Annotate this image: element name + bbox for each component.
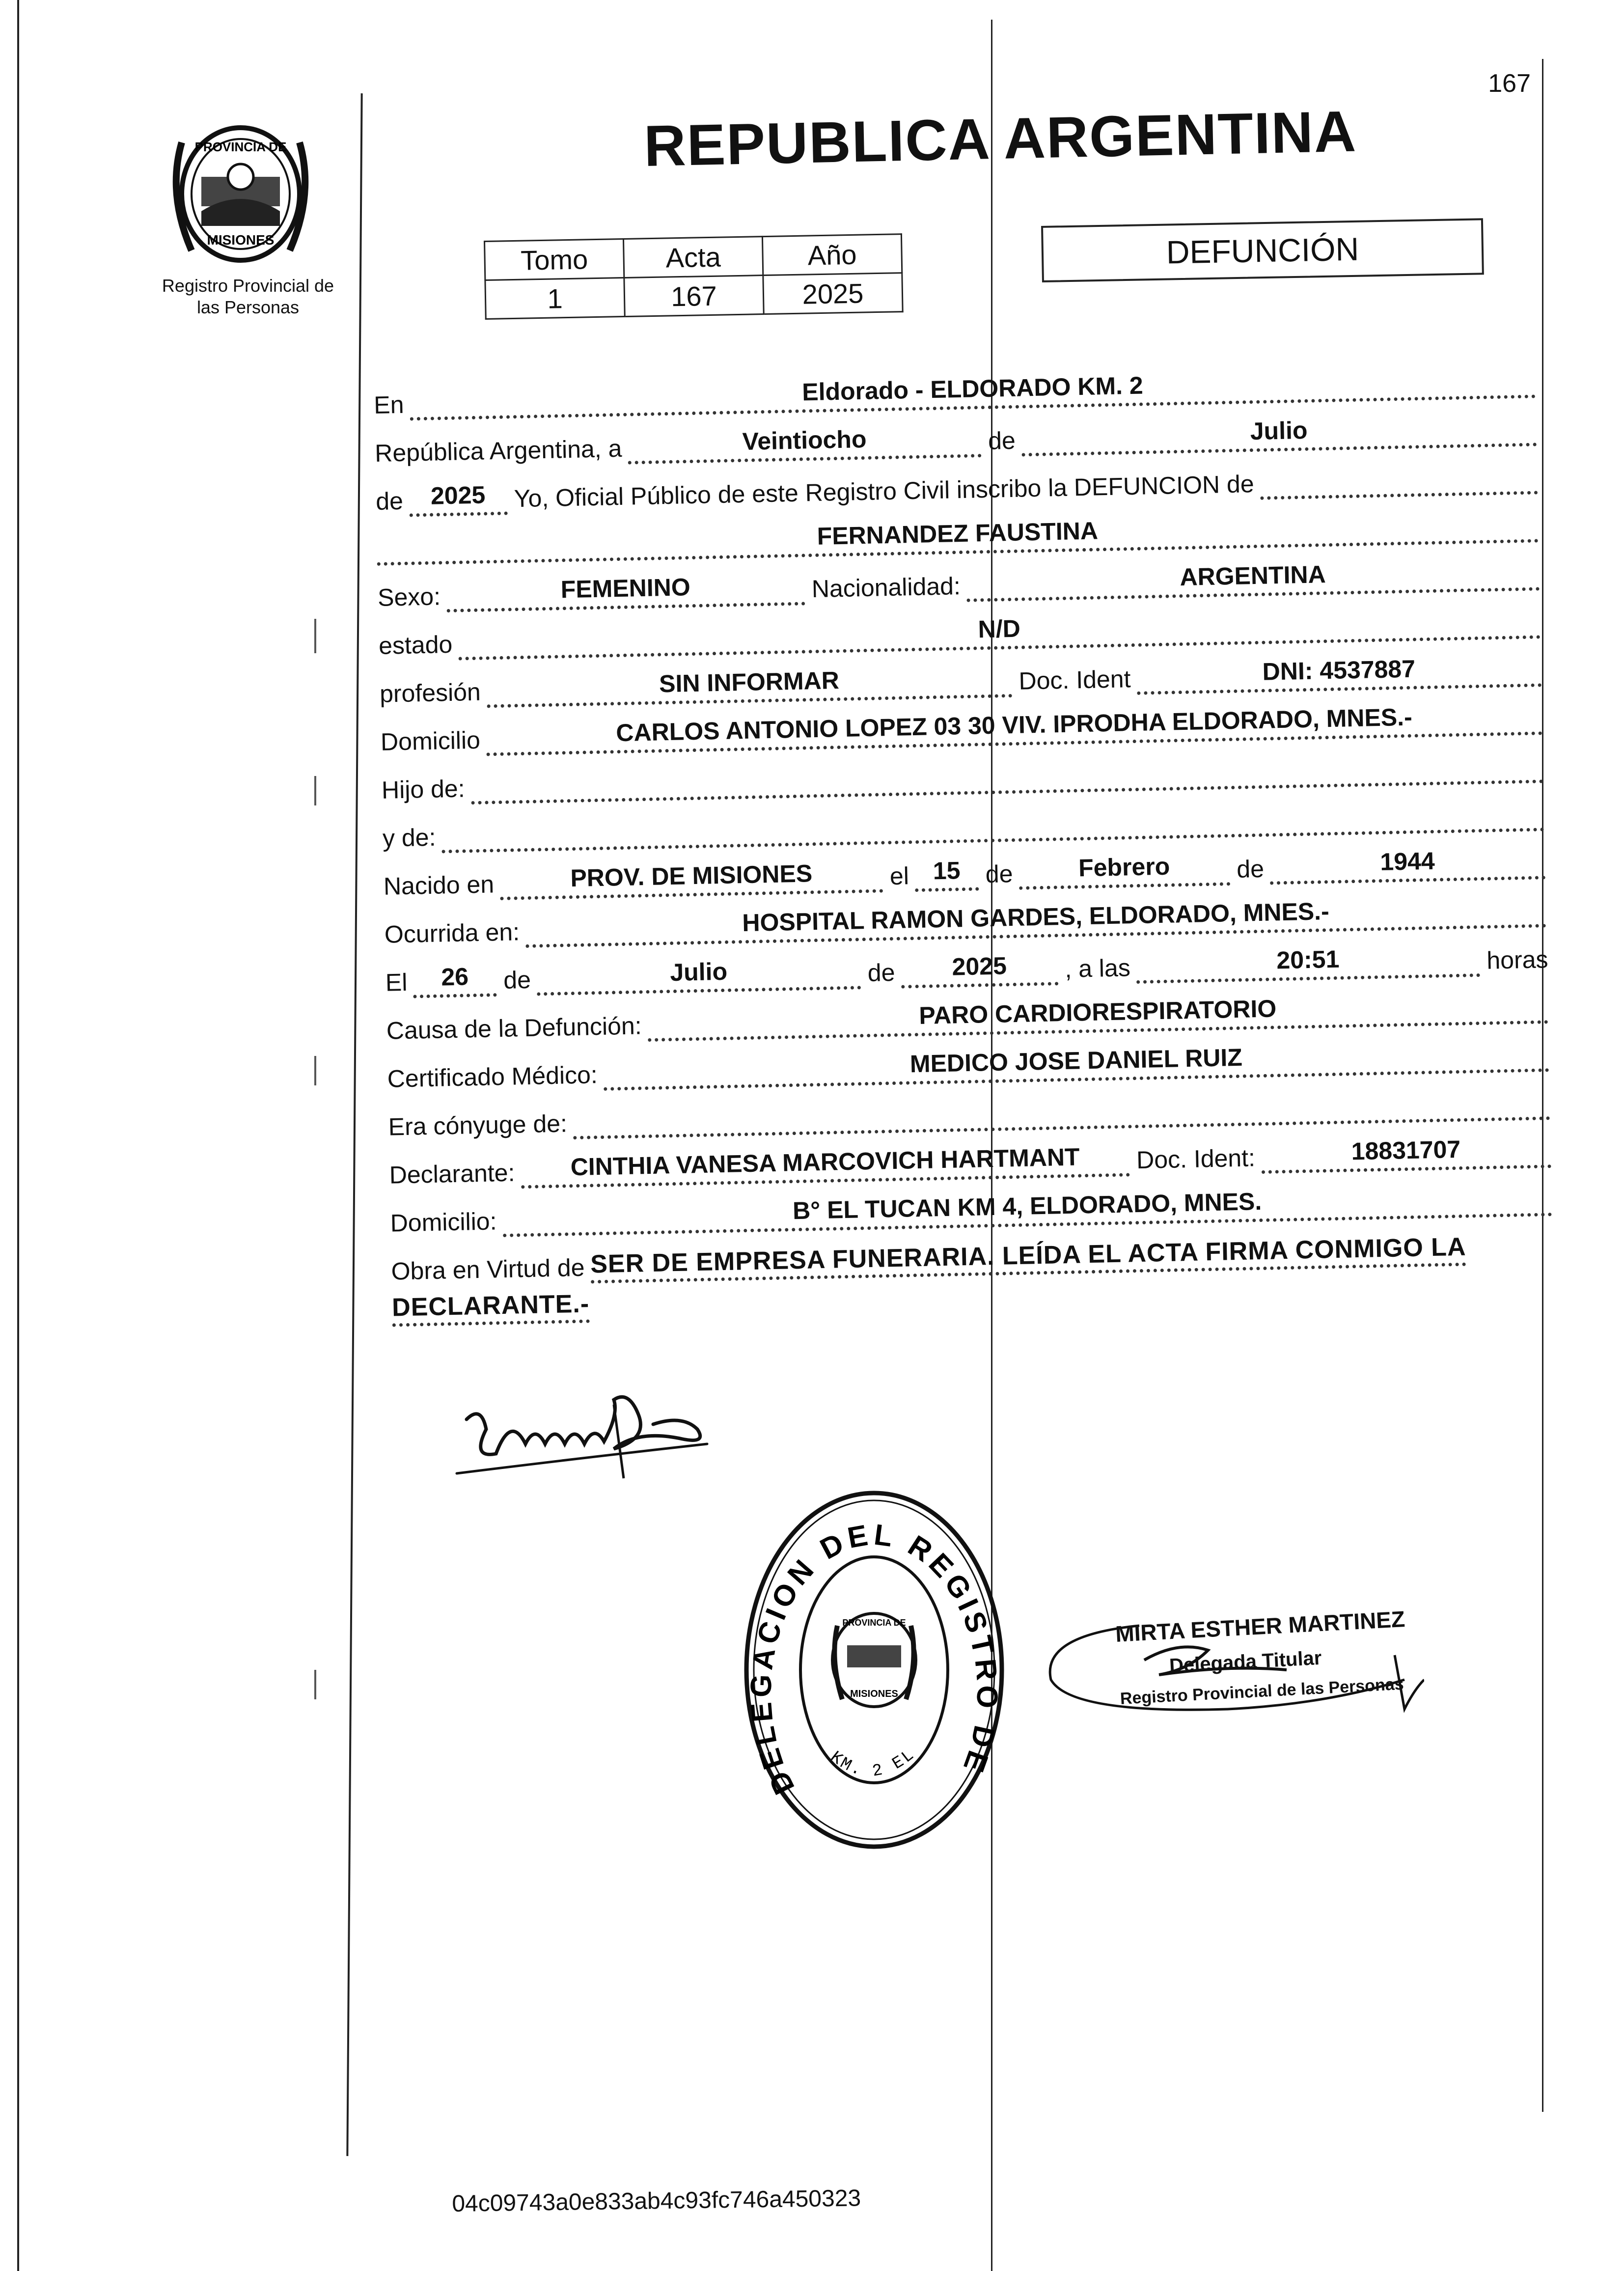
- obra-value-line1: SER DE EMPRESA FUNERARIA. LEÍDA EL ACTA FIRMA CONMIGO LA: [590, 1232, 1467, 1284]
- de-label: de: [375, 487, 404, 515]
- day-field: Veintiocho: [627, 419, 981, 464]
- y-de-label: y de:: [382, 823, 436, 852]
- death-year-field: 2025: [901, 947, 1058, 988]
- sexo-label: Sexo:: [377, 582, 441, 611]
- blank-field: [1260, 456, 1538, 499]
- nacido-label: Nacido en: [383, 870, 495, 900]
- nacionalidad-label: Nacionalidad:: [811, 572, 961, 603]
- inscribo-text: Yo, Oficial Público de este Registro Civil inscribo la DEFUNCION de: [514, 470, 1255, 513]
- page-title: REPUBLICA ARGENTINA: [643, 99, 1358, 179]
- obra-value-line2: DECLARANTE.-: [392, 1289, 590, 1327]
- death-record-form: [373, 350, 1561, 1327]
- margin-mark: [314, 1056, 316, 1085]
- de-label: de: [988, 426, 1016, 455]
- doc-ident-label: Doc. Ident:: [1136, 1144, 1256, 1174]
- hijo-label: Hijo de:: [381, 775, 466, 804]
- ocurrida-label: Ocurrida en:: [384, 918, 520, 948]
- registry-caption: [142, 275, 354, 318]
- margin-mark: [314, 1670, 316, 1699]
- margin-mark: [314, 776, 316, 805]
- de-label: de: [503, 966, 531, 994]
- table-cell: 167: [624, 276, 764, 317]
- birth-month-field: Febrero: [1018, 848, 1230, 890]
- profesion-field: SIN INFORMAR: [486, 660, 1012, 708]
- domicilio-field: CARLOS ANTONIO LOPEZ 03 30 VIV. IPRODHA ELDORADO, MNES.-: [486, 697, 1542, 756]
- table-header: Año: [762, 234, 902, 276]
- conyuge-label: Era cónyuge de:: [388, 1109, 568, 1141]
- birthplace-field: PROV. DE MISIONES: [499, 855, 883, 900]
- province-seal-logo: [147, 113, 334, 275]
- record-table: [484, 233, 904, 320]
- doc-ident-label: Doc. Ident: [1018, 665, 1131, 695]
- stamp-seal-top: PROVINCIA DE: [842, 1618, 906, 1628]
- a-las-label: , a las: [1064, 954, 1131, 983]
- declarant-signature: [452, 1385, 727, 1488]
- document-type-box: DEFUNCIÓN: [1041, 218, 1484, 282]
- seal-bottom-text: MISIONES: [207, 232, 275, 248]
- declarante-label: Declarante:: [389, 1159, 515, 1189]
- nacionalidad-field: ARGENTINA: [966, 553, 1540, 602]
- death-month-field: Julio: [536, 951, 861, 996]
- ocurrida-field: HOSPITAL RAMON GARDES, ELDORADO, MNES.-: [525, 889, 1546, 948]
- page-number: 167: [1488, 69, 1531, 98]
- month-field: Julio: [1021, 408, 1537, 456]
- de-label: de: [985, 860, 1013, 888]
- sexo-field: FEMENINO: [446, 567, 805, 612]
- official-name: MIRTA ESTHER MARTINEZ: [1115, 1606, 1406, 1647]
- en-label: En: [373, 390, 405, 419]
- horas-label: horas: [1486, 945, 1548, 974]
- table-header: Acta: [623, 237, 763, 278]
- doc-ident-field: DNI: 4537887: [1136, 649, 1542, 695]
- stamp-seal-bottom: MISIONES: [850, 1689, 898, 1699]
- document-hash: 04c09743a0e833ab4c93fc746a450323: [452, 2185, 861, 2217]
- table-header-row: [485, 234, 902, 280]
- official-role: Delegada Titular: [1169, 1647, 1322, 1677]
- causa-field: PARO CARDIORESPIRATORIO: [647, 986, 1548, 1042]
- estado-label: estado: [378, 630, 453, 660]
- table-row: [485, 273, 903, 319]
- birth-day-field: 15: [914, 853, 979, 892]
- obra-label: Obra en Virtud de: [391, 1253, 585, 1285]
- table-cell: 1: [485, 278, 625, 319]
- registry-caption-line1: Registro Provincial de: [162, 276, 334, 296]
- left-margin-rule: [17, 0, 19, 2271]
- declarante-doc-field: 18831707: [1261, 1130, 1551, 1174]
- estado-field: N/D: [458, 601, 1541, 660]
- delegation-stamp: [737, 1483, 1012, 1856]
- deceased-name-field: FERNANDEZ FAUSTINA: [376, 504, 1539, 565]
- domicilio2-field: B° EL TUCAN KM 4, ELDORADO, MNES.: [502, 1178, 1552, 1237]
- republica-label: República Argentina, a: [374, 434, 622, 467]
- profesion-label: profesión: [379, 678, 481, 708]
- certificado-label: Certificado Médico:: [387, 1061, 598, 1093]
- de-label: de: [867, 958, 895, 987]
- stamp-inner-text: KM. 2 EL: [826, 1745, 919, 1781]
- stamp-outer-text: DELEGACION DEL REGISTRO DE: [744, 1518, 1004, 1800]
- birth-year-field: 1944: [1269, 841, 1545, 885]
- year-field: 2025: [409, 477, 508, 517]
- causa-label: Causa de la Defunción:: [386, 1012, 642, 1045]
- table-header: Tomo: [485, 239, 624, 280]
- declarante-field: CINTHIA VANESA MARCOVICH HARTMANT: [521, 1138, 1130, 1189]
- death-time-field: 20:51: [1136, 939, 1480, 984]
- registry-caption-line2: las Personas: [196, 297, 300, 317]
- domicilio-label: Domicilio:: [390, 1207, 497, 1237]
- el-label: El: [385, 968, 408, 997]
- official-organization: Registro Provincial de las Personas: [1120, 1674, 1404, 1708]
- table-cell: 2025: [763, 273, 903, 314]
- seal-top-text: PROVINCIA DE: [194, 139, 287, 154]
- domicilio-label: Domicilio: [380, 726, 481, 756]
- certificado-field: MEDICO JOSE DANIEL RUIZ: [603, 1034, 1549, 1091]
- form-left-rule: [346, 93, 362, 2156]
- de-label: de: [1236, 855, 1265, 883]
- death-day-field: 26: [413, 959, 497, 998]
- place-field: Eldorado - ELDORADO KM. 2: [410, 360, 1536, 421]
- el-label: el: [889, 862, 909, 890]
- margin-mark: [314, 619, 316, 653]
